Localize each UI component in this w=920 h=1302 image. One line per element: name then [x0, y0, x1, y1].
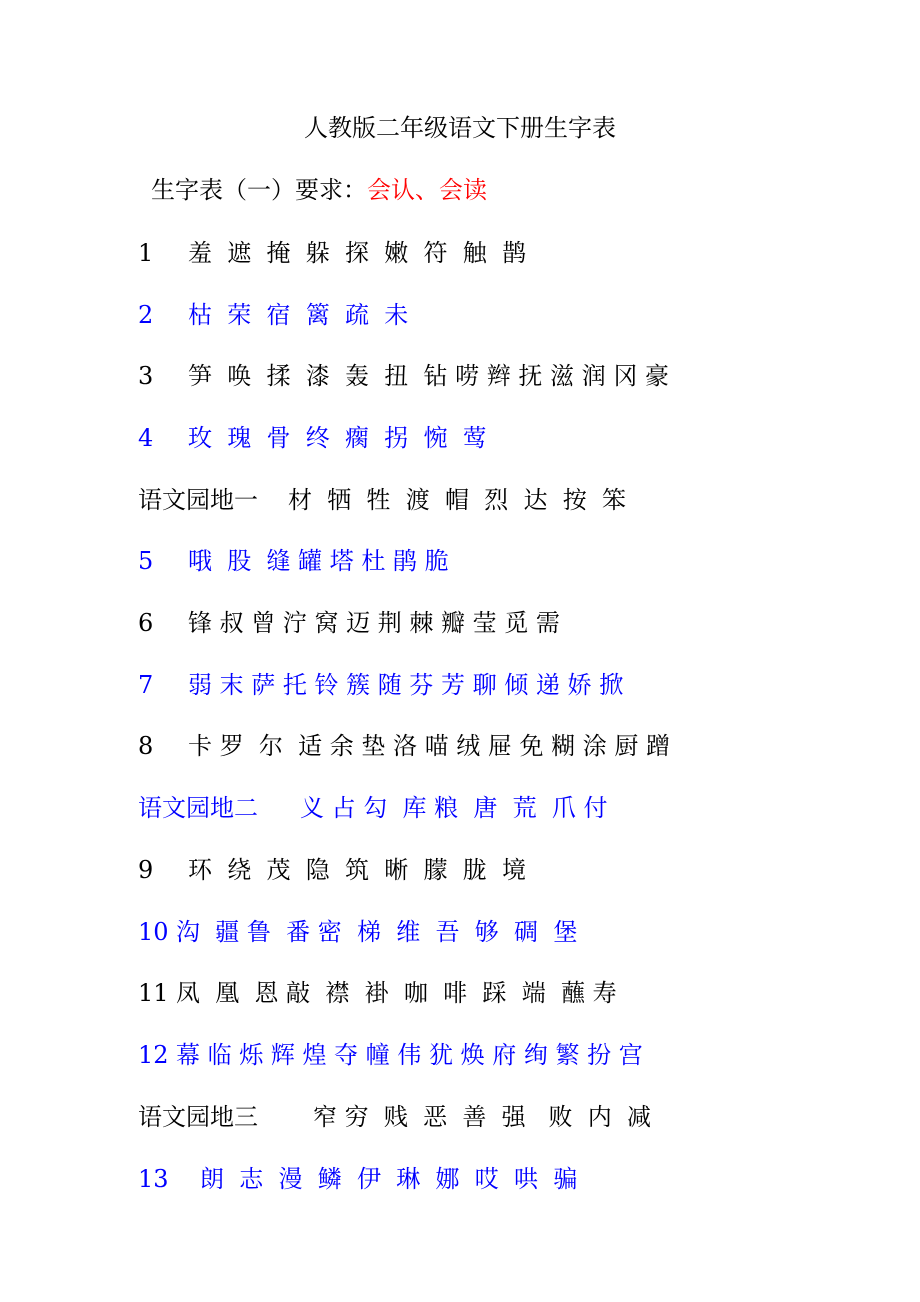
row-chars: 窄 穷 贱 恶 善 强 败 内 减: [313, 1103, 652, 1131]
row-label: 12: [138, 1041, 169, 1069]
row-chars: 义 占 勾 库 粮 唐 荒 爪 付: [300, 794, 608, 822]
row-chars: 玫 瑰 骨 终 瘸 拐 惋 莺: [188, 424, 487, 452]
row-label: 11: [138, 979, 169, 1007]
page-title: 人教版二年级语文下册生字表: [304, 114, 616, 142]
row-chars: 朗 志 漫 鳞 伊 琳 娜 哎 哄 骗: [200, 1165, 578, 1193]
row-label: 10: [138, 918, 169, 946]
row-chars: 笋 唤 揉 漆 轰 扭 钻 唠 辫 抚 滋 润 冈 豪: [188, 362, 669, 390]
row-label: 语文园地三: [138, 1103, 258, 1131]
row-chars: 锋 叔 曾 泞 窝 迈 荆 棘 瓣 莹 觅 需: [188, 609, 560, 637]
row-chars: 弱 末 萨 托 铃 簇 随 芬 芳 聊 倾 递 娇 掀: [188, 671, 624, 699]
row-chars: 卡 罗 尔 适 余 垫 洛 喵 绒 屉 免 糊 涂 厨 蹭: [188, 732, 671, 760]
row-chars: 材 牺 牲 渡 帽 烈 达 按 笨: [288, 486, 627, 514]
row-label: 7: [138, 671, 154, 699]
row-chars: 沟 疆 鲁 番 密 梯 维 吾 够 碉 堡: [176, 918, 578, 946]
subtitle-prefix: 生字表（一）要求：: [151, 176, 367, 204]
row-label: 3: [138, 362, 154, 390]
subtitle: [151, 173, 487, 207]
row-label: 13: [138, 1165, 169, 1193]
row-label: 2: [138, 301, 154, 329]
row-label: 9: [138, 856, 154, 884]
row-label: 语文园地一: [138, 486, 258, 514]
row-label: 4: [138, 424, 154, 452]
subtitle-requirement: 会认、会读: [367, 176, 487, 204]
row-label: 8: [138, 732, 154, 760]
row-chars: 幕 临 烁 辉 煌 夺 幢 伟 犹 焕 府 绚 繁 扮 宫: [176, 1041, 643, 1069]
row-label: 5: [138, 547, 154, 575]
row-chars: 哦 股 缝 罐 塔 杜 鹃 脆: [188, 547, 449, 575]
row-chars: 环 绕 茂 隐 筑 晰 朦 胧 境: [188, 856, 527, 884]
row-chars: 枯 荣 宿 篱 疏 未: [188, 301, 409, 329]
row-label: 1: [138, 239, 154, 267]
row-label: 6: [138, 609, 154, 637]
row-chars: 凤 凰 恩 敲 襟 褂 咖 啡 踩 端 蘸 寿: [176, 979, 617, 1007]
row-chars: 羞 遮 掩 躲 探 嫩 符 触 鹊: [188, 239, 527, 267]
row-label: 语文园地二: [138, 794, 258, 822]
